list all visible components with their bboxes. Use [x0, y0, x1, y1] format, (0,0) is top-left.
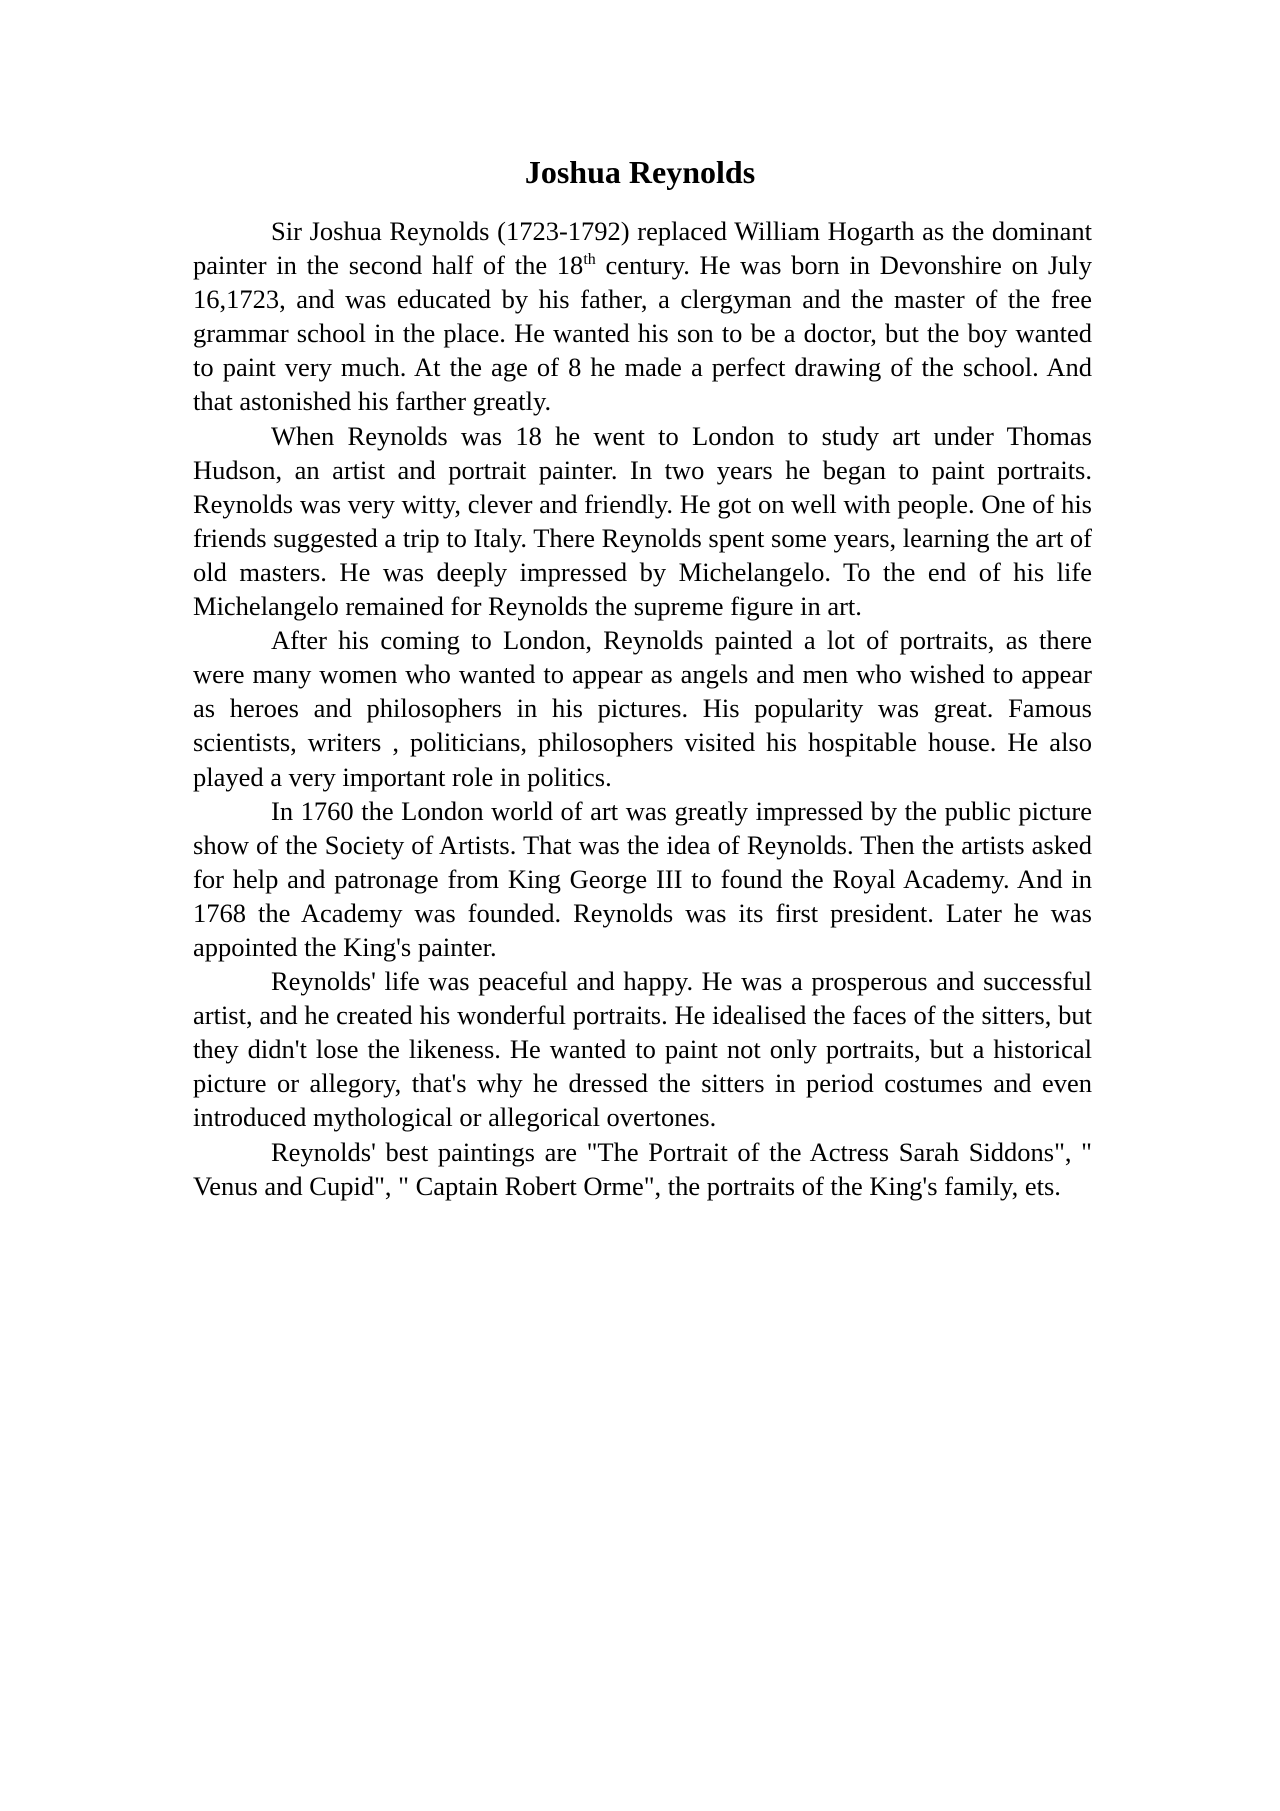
paragraph-1	[193, 214, 1092, 419]
document-title: Joshua Reynolds	[524, 154, 756, 190]
ordinal-suffix: th	[583, 251, 596, 269]
paragraph-2: When Reynolds was 18 he went to London to study art under Thomas Hudson, an artist and portrait painter. In two years he began to paint portraits. Reynolds was very witty, clever and friendly. He got on well with people. One of his friends suggested a trip to Italy. There Reynolds spent some years, learning the art of old masters. He was deeply impressed by Michelangelo. To the end of his life Michelangelo remained for Reynolds the supreme figure in art.	[193, 420, 1092, 622]
paragraph-4: In 1760 the London world of art was greatly impressed by the public picture show of the Society of Artists. That was the idea of Reynolds. Then the artists asked for help and patronage from King George III to found the Royal Academy. And in 1768 the Academy was founded. Reynolds was its first president. Later he was appointed the King's painter.	[193, 795, 1092, 962]
paragraph-1-text-start: Sir Joshua Reynolds (1723-1792) replaced William Hogarth as the dominant painter in the second half of the 18	[193, 216, 1092, 281]
paragraph-3: After his coming to London, Reynolds painted a lot of portraits, as there were many women who wanted to appear as angels and men who wished to appear as heroes and philosophers in his pictures. His popularity was great. Famous scientists, writers , politicians, philosophers visited his hospitable house. He also played a very important role in politics.	[193, 625, 1092, 792]
paragraph-1-text-end: century. He was born in Devonshire on July 16,1723, and was educated by his father, a clergyman and the master of the free grammar school in the place. He wanted his son to be a doctor, but the boy wanted to paint very much. At the age of 8 he made a perfect drawing of the school. And that astonished his farther greatly.	[193, 250, 1092, 417]
paragraph-5: Reynolds' life was peaceful and happy. He was a prosperous and successful artist, and he created his wonderful portraits. He idealised the faces of the sitters, but they didn't lose the likeness. He wanted to paint not only portraits, but a historical picture or allegory, that's why he dressed the sitters in period costumes and even introduced mythological or allegorical overtones.	[193, 966, 1092, 1133]
paragraph-6: Reynolds' best paintings are "The Portrait of the Actress Sarah Siddons", " Venus and Cupid", " Captain Robert Orme", the portraits of the King's family, ets.	[193, 1136, 1092, 1201]
document-body	[193, 214, 1092, 1203]
